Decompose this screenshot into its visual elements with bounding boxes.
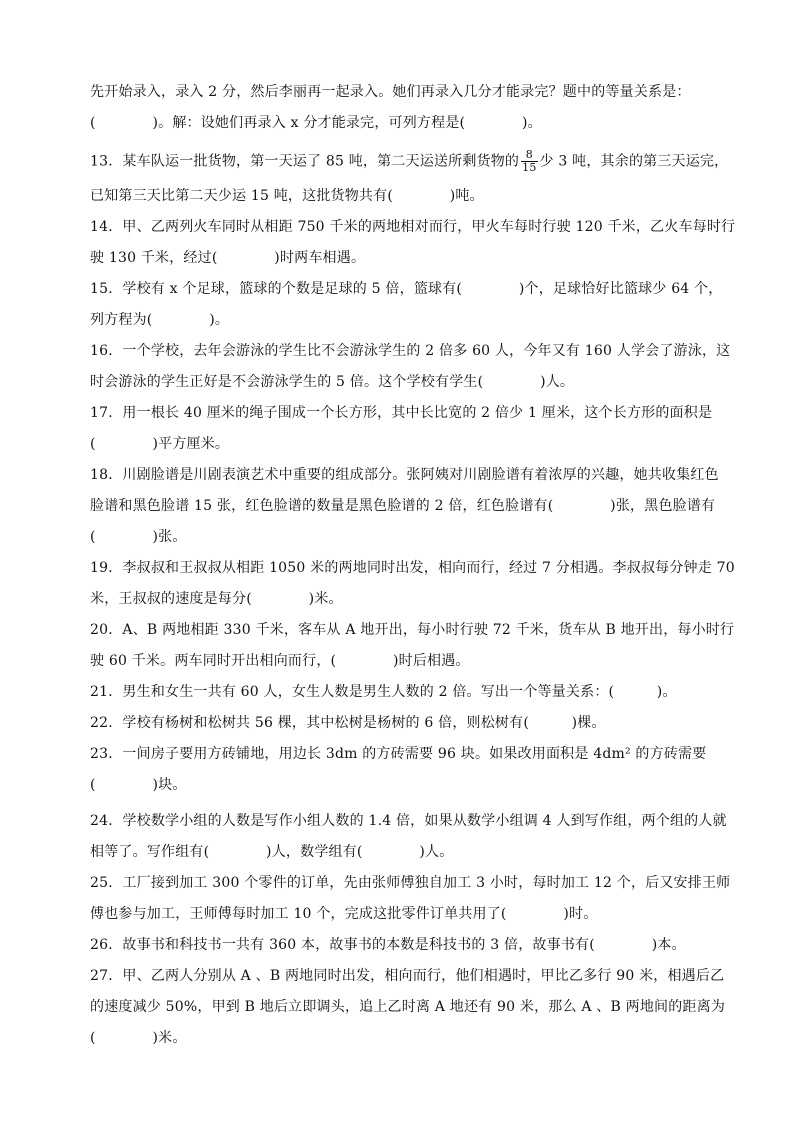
text-line: 16．一个学校，去年会游泳的学生比不会游泳学生的 2 倍多 60 人，今年又有 160 人学会了游泳，这 (90, 343, 731, 359)
text-line: 时会游泳的学生正好是不会游泳学生的 5 倍。这个学校有学生( )人。 (90, 374, 575, 390)
text-line: 24．学校数学小组的人数是写作小组人数的 1.4 倍，如果从数学小组调 4 人到写作组，两个组的人就 (90, 813, 727, 829)
text-line: 米，王叔叔的速度是每分( )米。 (90, 591, 343, 607)
text-line: 26．故事书和科技书一共有 360 本，故事书的本数是科技书的 3 倍，故事书有( )本。 (90, 937, 686, 953)
question-13-text-a: 13．某车队运一批货物，第一天运了 85 吨，第二天运送所剩货物的 (90, 153, 520, 170)
fraction-denominator: 15 (522, 161, 537, 174)
text-line: 已知第三天比第二天少运 15 吨，这批货物共有( )吨。 (90, 188, 484, 204)
text-line: 15．学校有 x 个足球，篮球的个数是足球的 5 倍，篮球有( )个，足球恰好比篮球少 64 个， (90, 281, 723, 297)
text-line: 相等了。写作组有( )人，数学组有( )人。 (90, 844, 454, 860)
text-line: ( )平方厘米。 (90, 436, 230, 452)
text-line: 18．川剧脸谱是川剧表演艺术中重要的组成部分。张阿姨对川剧脸谱有着浓厚的兴趣，她共收集红色 (90, 467, 719, 483)
text-line: 17．用一根长 40 厘米的绳子围成一个长方形，其中长比宽的 2 倍少 1 厘米，这个长方形的面积是 (90, 405, 713, 421)
text-line: 25．工厂接到加工 300 个零件的订单，先由张师傅独自加工 3 小时，每时加工 12 个，后又安排王师 (90, 875, 731, 891)
text-line: ( )块。 (90, 777, 187, 793)
fraction (521, 149, 537, 174)
text-line: 22．学校有杨树和松树共 56 棵，其中松树是杨树的 6 倍，则松树有( )棵。 (90, 715, 606, 731)
fraction-numerator: 8 (521, 149, 537, 162)
text-line: 傅也参与加工，王师傅每时加工 10 个，完成这批零件订单共用了( )时。 (90, 906, 598, 922)
question-13-line (90, 149, 728, 174)
text-line: 驶 130 千米，经过( )时两车相遇。 (90, 250, 366, 266)
text-line: ( )。解：设她们再录入 x 分才能录完，可列方程是( )。 (90, 115, 542, 131)
text-line: 20．A、B 两地相距 330 千米，客车从 A 地开出，每小时行驶 72 千米，货车从 B 地开出，每小时行 (90, 622, 735, 638)
text-line: 驶 60 千米。两车同时开出相向而行，( )时后相遇。 (90, 653, 470, 669)
text-line: 14．甲、乙两列火车同时从相距 750 千米的两地相对而行，甲火车每时行驶 120 千米，乙火车每时行 (90, 219, 736, 235)
text-line: 先开始录入，录入 2 分，然后李丽再一起录入。她们再录入几分才能录完？题中的等量关系是： (90, 84, 691, 100)
text-line: ( )米。 (90, 1030, 187, 1046)
text-line: 21．男生和女生一共有 60 人，女生人数是男生人数的 2 倍。写出一个等量关系：( )。 (90, 684, 677, 700)
text-line: 23．一间房子要用方砖铺地，用边长 3dm 的方砖需要 96 块。如果改用面积是 4dm² 的方砖需要 (90, 746, 707, 762)
text-line: 脸谱和黑色脸谱 15 张，红色脸谱的数量是黑色脸谱的 2 倍，红色脸谱有( )张，黑色脸谱有 (90, 498, 716, 514)
text-line: 19．李叔叔和王叔叔从相距 1050 米的两地同时出发，相向而行，经过 7 分相遇。李叔叔每分钟走 70 (90, 560, 735, 576)
text-line: ( )张。 (90, 529, 187, 545)
question-13-text-b: 少 3 吨，其余的第三天运完， (539, 153, 729, 170)
text-line: 列方程为( )。 (90, 312, 230, 328)
text-line: 27．甲、乙两人分别从 A 、B 两地同时出发，相向而行，他们相遇时，甲比乙多行 90 米，相遇后乙 (90, 968, 725, 984)
text-line: 的速度减少 50%，甲到 B 地后立即调头，追上乙时离 A 地还有 90 米，那么 A 、B 两地间的距离为 (90, 999, 726, 1015)
